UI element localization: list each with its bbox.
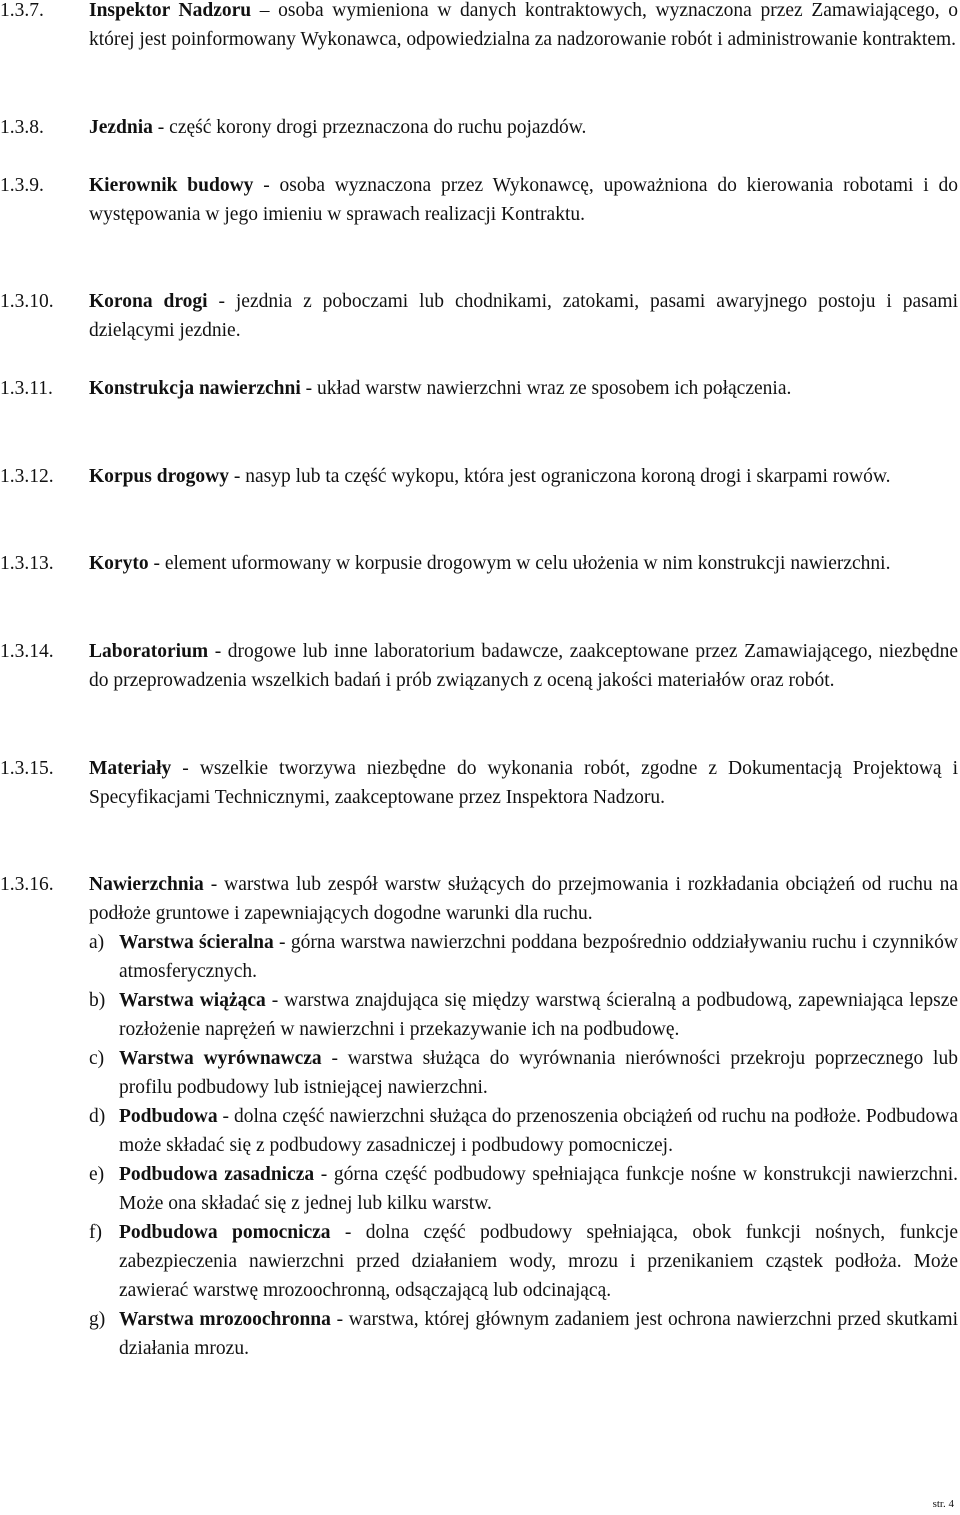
subitem-text: dolna część nawierzchni służąca do przenoszenia obciążeń od ruchu na podłoże. Podbudowa może składać się z podbudowy zasadniczej i podbudowy pomocniczej. (119, 1106, 958, 1156)
definition-term: Korpus drogowy (89, 466, 229, 487)
definition-body (89, 549, 958, 578)
definition-text: drogowe lub inne laboratorium badawcze, zaakceptowane przez Zamawiającego, niezbędne do przeprowadzenia wszelkich badań i prób związanych z oceną jakości materiałów oraz robót. (89, 641, 958, 691)
definition-number: 1.3.12. (0, 466, 54, 487)
subitem-letter: g) (89, 1309, 106, 1330)
subitem-letter: d) (89, 1106, 106, 1127)
definition-number: 1.3.15. (0, 758, 54, 779)
separator: - (148, 553, 165, 574)
definition-1-3-12 (0, 462, 958, 491)
subitem-letter: f) (89, 1222, 102, 1243)
subitem-term: Podbudowa (119, 1106, 218, 1127)
definition-term: Korona drogi (89, 291, 208, 312)
subitem-letter: e) (89, 1164, 105, 1185)
subitem-c (89, 1044, 958, 1102)
subitem-text: warstwa służąca do wyrównania nierówności przekroju poprzecznego lub profilu podbudowy lub istniejącej nawierzchni. (119, 1048, 958, 1098)
separator: - (265, 990, 285, 1011)
subitem-text: dolna część podbudowy spełniająca, obok funkcji nośnych, funkcje zabezpieczenia nawierzchni przed działaniem wody, mrozu i przenikaniem cząstek podłoża. Może zawierać warstwę mrozoochronną, odsączającą lub odcinającą. (119, 1222, 958, 1301)
separator: - (253, 175, 280, 196)
definition-number: 1.3.10. (0, 291, 54, 312)
definition-text: nasyp lub ta część wykopu, która jest ograniczona koroną drogi i skarpami rowów. (245, 466, 891, 487)
separator: - (171, 758, 200, 779)
definition-term: Konstrukcja nawierzchni (89, 378, 301, 399)
separator: - (203, 874, 225, 895)
definition-1-3-14 (0, 637, 958, 695)
definition-number: 1.3.7. (0, 0, 44, 21)
separator: - (217, 1106, 234, 1127)
definition-1-3-15 (0, 754, 958, 812)
definition-1-3-7 (0, 0, 958, 54)
definition-text: warstwa lub zespół warstw służących do przejmowania i rozkładania obciążeń od ruchu na podłoże gruntowe i zapewniających dogodne warunki dla ruchu. (89, 874, 959, 924)
definition-term: Inspektor Nadzoru (89, 0, 252, 21)
definition-number: 1.3.16. (0, 874, 54, 895)
definition-body (89, 171, 958, 229)
definition-text: układ warstw nawierzchni wraz ze sposobem ich połączenia. (317, 378, 792, 399)
definition-text: wszelkie tworzywa niezbędne do wykonania robót, zgodne z Dokumentacją Projektową i Specyfikacjami Technicznymi, zaakceptowane przez Inspektora Nadzoru. (89, 758, 958, 808)
separator: - (273, 932, 291, 953)
separator: - (330, 1309, 349, 1330)
definition-text: część korony drogi przeznaczona do ruchu pojazdów. (169, 117, 587, 138)
definition-1-3-9 (0, 171, 958, 229)
subitem-letter: a) (89, 932, 105, 953)
subitem-body (119, 986, 958, 1044)
definition-body (89, 754, 958, 812)
definition-term: Nawierzchnia (89, 874, 204, 895)
definition-body (89, 870, 958, 928)
subitem-term: Podbudowa zasadnicza (119, 1164, 315, 1185)
definition-text: osoba wymieniona w danych kontraktowych, wyznaczona przez Zamawiającego, o której jest poinformowany Wykonawca, odpowiedzialna za nadzorowanie robót i administrowanie kontraktem. (89, 0, 959, 50)
subitem-term: Warstwa mrozoochronna (119, 1309, 331, 1330)
definition-body (89, 637, 958, 695)
subitem-text: górna część podbudowy spełniająca funkcje nośne w konstrukcji nawierzchni. Może ona składać się z jednej lub kilku warstw. (119, 1164, 958, 1214)
subitem-term: Warstwa ścieralna (119, 932, 274, 953)
definition-term: Kierownik budowy (89, 175, 254, 196)
separator: - (314, 1164, 334, 1185)
definition-1-3-11 (0, 374, 958, 403)
definition-number: 1.3.9. (0, 175, 44, 196)
definition-text: element uformowany w korpusie drogowym w celu ułożenia w nim konstrukcji nawierzchni. (164, 553, 891, 574)
subitem-body (119, 1305, 958, 1363)
definition-term: Jezdnia (89, 117, 153, 138)
subitem-term: Podbudowa pomocnicza (119, 1222, 331, 1243)
separator: - (330, 1222, 366, 1243)
subitem-body (119, 1044, 958, 1102)
subitem-body (119, 1102, 958, 1160)
subitem-body (119, 1160, 958, 1218)
separator: - (321, 1048, 348, 1069)
separator: – (251, 0, 279, 21)
definition-text: jezdnia z poboczami lub chodnikami, zatokami, pasami awaryjnego postoju i pasami dzielącymi jezdnie. (89, 291, 958, 341)
definition-number: 1.3.14. (0, 641, 54, 662)
definition-body (89, 113, 958, 142)
subitem-term: Warstwa wyrównawcza (119, 1048, 322, 1069)
definition-body (89, 0, 958, 54)
definition-term: Laboratorium (89, 641, 209, 662)
subitem-body (119, 1218, 958, 1305)
definition-number: 1.3.8. (0, 117, 44, 138)
subitem-letter: b) (89, 990, 106, 1011)
subitem-g (89, 1305, 958, 1363)
definition-number: 1.3.11. (0, 378, 53, 399)
subitem-text: górna warstwa nawierzchni poddana bezpośrednio oddziaływaniu ruchu i czynników atmosferycznych. (119, 932, 958, 982)
definition-1-3-16 (0, 870, 958, 1363)
definition-body (89, 287, 958, 345)
definition-body (89, 462, 958, 491)
definition-term: Koryto (89, 553, 149, 574)
definition-body (89, 374, 958, 403)
separator: - (152, 117, 170, 138)
subitem-d (89, 1102, 958, 1160)
subitem-body (119, 928, 958, 986)
subitem-b (89, 986, 958, 1044)
separator: - (300, 378, 318, 399)
subitem-f (89, 1218, 958, 1305)
definition-number: 1.3.13. (0, 553, 54, 574)
separator: - (228, 466, 246, 487)
page-number: str. 4 (932, 1498, 954, 1510)
subitem-e (89, 1160, 958, 1218)
separator: - (207, 291, 236, 312)
subitem-term: Warstwa wiążąca (119, 990, 266, 1011)
definition-term: Materiały (89, 758, 172, 779)
separator: - (208, 641, 228, 662)
subitem-text: warstwa, której głównym zadaniem jest ochrona nawierzchni przed skutkami działania mrozu. (119, 1309, 958, 1359)
definition-1-3-13 (0, 549, 958, 578)
subitem-letter: c) (89, 1048, 105, 1069)
subitem-a (89, 928, 958, 986)
definition-1-3-10 (0, 287, 958, 345)
definition-1-3-8 (0, 113, 958, 142)
definition-text: osoba wyznaczona przez Wykonawcę, upoważniona do kierowania robotami i do występowania w jego imieniu w sprawach realizacji Kontraktu. (89, 175, 958, 225)
subitem-text: warstwa znajdująca się między warstwą ścieralną a podbudową, zapewniająca lepsze rozłożenie naprężeń w nawierzchni i przekazywanie ich na podbudowę. (119, 990, 958, 1040)
